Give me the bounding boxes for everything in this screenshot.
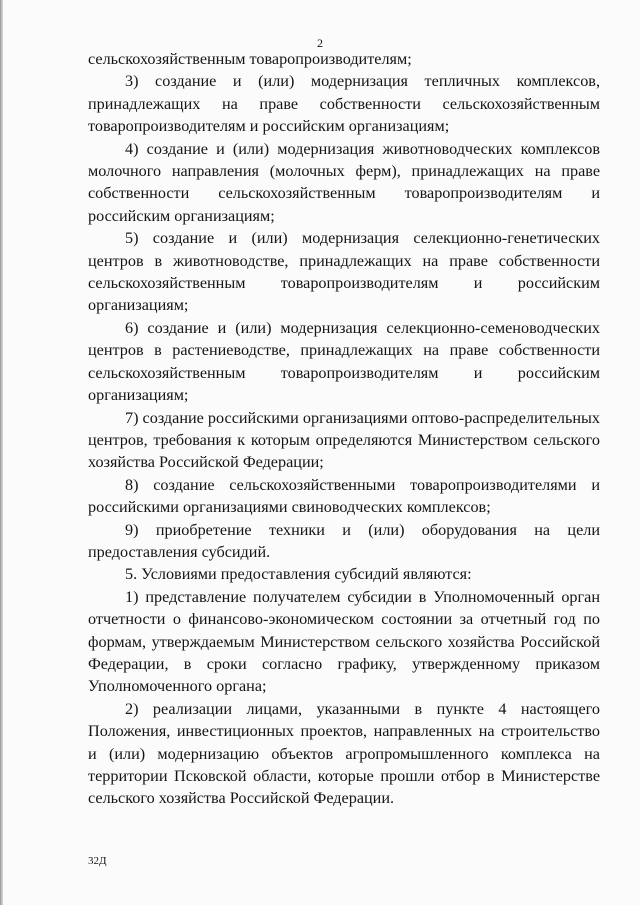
section-5-heading: 5. Условиями предоставления субсидий являются: xyxy=(125,565,472,584)
page-number: 2 xyxy=(317,36,323,50)
condition-item-2: 2) реализации лицами, указанными в пункте 4 настоящего Положения, инвестиционных проектов, направленных на строительство и (или) модернизацию объектов агропромышленного комплекса на территории Псковской области, которые прошли отбор в Министерстве сельского хозяйства Российской Федерации. xyxy=(88,699,600,808)
scan-edge xyxy=(0,0,3,905)
list-item-7: 7) создание российскими организациями оптово-распределительных центров, требования к которым определяются Министерством сельского хозяйства Российской Федерации; xyxy=(88,408,600,472)
list-item-9: 9) приобретение техники и (или) оборудования на цели предоставления субсидий. xyxy=(88,520,600,561)
list-item-8: 8) создание сельскохозяйственными товаропроизводителями и российскими организациями свиноводческих комплексов; xyxy=(88,475,600,517)
footer-code: 32Д xyxy=(88,855,107,867)
condition-item-1: 1) представление получателем субсидии в Уполномоченный орган отчетности о финансово-экономическом состоянии за отчетный год по формам, утверждаемым Министерством сельского хозяйства Российской Федерации, в сроки согласно графику, утвержденному приказом Уполномоченного органа; xyxy=(88,587,600,696)
document-body xyxy=(88,48,600,810)
list-item-6: 6) создание и (или) модернизация селекционно-семеноводческих центров в растениеводстве, принадлежащих на праве собственности сельскохозяйственным товаропроизводителям и российским организациям; xyxy=(88,318,600,405)
list-item-5: 5) создание и (или) модернизация селекционно-генетических центров в животноводстве, принадлежащих на праве собственности сельскохозяйственным товаропроизводителям и российским организациям; xyxy=(88,229,600,315)
list-item-3: 3) создание и (или) модернизация тепличных комплексов, принадлежащих на праве собственности сельскохозяйственным товаропроизводителям и российским организациям; xyxy=(88,72,600,136)
list-item-4: 4) создание и (или) модернизация животноводческих комплексов молочного направления (молочных ферм), принадлежащих на праве собственности сельскохозяйственным товаропроизводителям и российским организациям; xyxy=(88,139,600,225)
paragraph-continuation: сельскохозяйственным товаропроизводителям; xyxy=(88,50,412,68)
